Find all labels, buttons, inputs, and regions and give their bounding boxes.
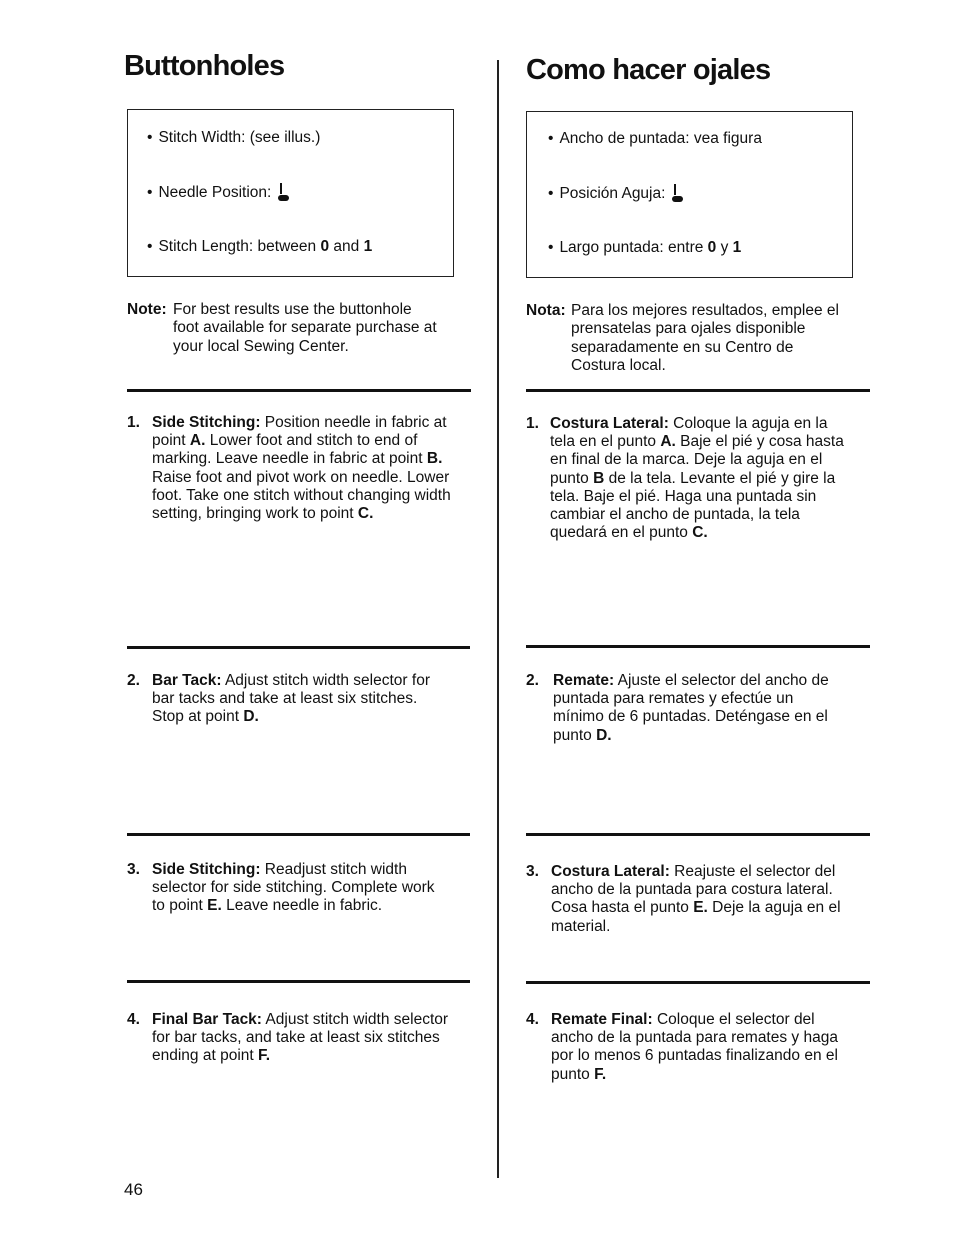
- right-stitch-length: • Largo puntada: entre 0 y 1: [548, 239, 742, 256]
- divider: [127, 833, 470, 836]
- divider: [526, 981, 870, 984]
- left-needle-position: • Needle Position:: [147, 183, 291, 203]
- divider: [526, 389, 870, 392]
- left-stitch-length: • Stitch Length: between 0 and 1: [147, 238, 373, 255]
- right-page-title: Como hacer ojales: [526, 54, 771, 86]
- divider: [127, 389, 471, 392]
- column-divider: [497, 60, 499, 1178]
- needle-position-icon: [277, 183, 291, 203]
- left-stitch-width: • Stitch Width: (see illus.): [147, 129, 321, 146]
- left-note: Note: For best results use the buttonhole foot available for separate purchase at your local Sewing Center.: [127, 301, 437, 355]
- divider: [526, 645, 870, 648]
- divider: [127, 980, 470, 983]
- right-needle-position: • Posición Aguja:: [548, 184, 685, 204]
- divider: [127, 646, 470, 649]
- right-note: Nota: Para los mejores resultados, emplee el prensatelas para ojales disponible separadamente en su Centro de Costura local.: [526, 302, 839, 374]
- right-stitch-width: • Ancho de puntada: vea figura: [548, 130, 762, 147]
- page-number: 46: [124, 1180, 143, 1199]
- needle-position-icon: [671, 184, 685, 204]
- divider: [526, 833, 870, 836]
- left-page-title: Buttonholes: [124, 50, 285, 82]
